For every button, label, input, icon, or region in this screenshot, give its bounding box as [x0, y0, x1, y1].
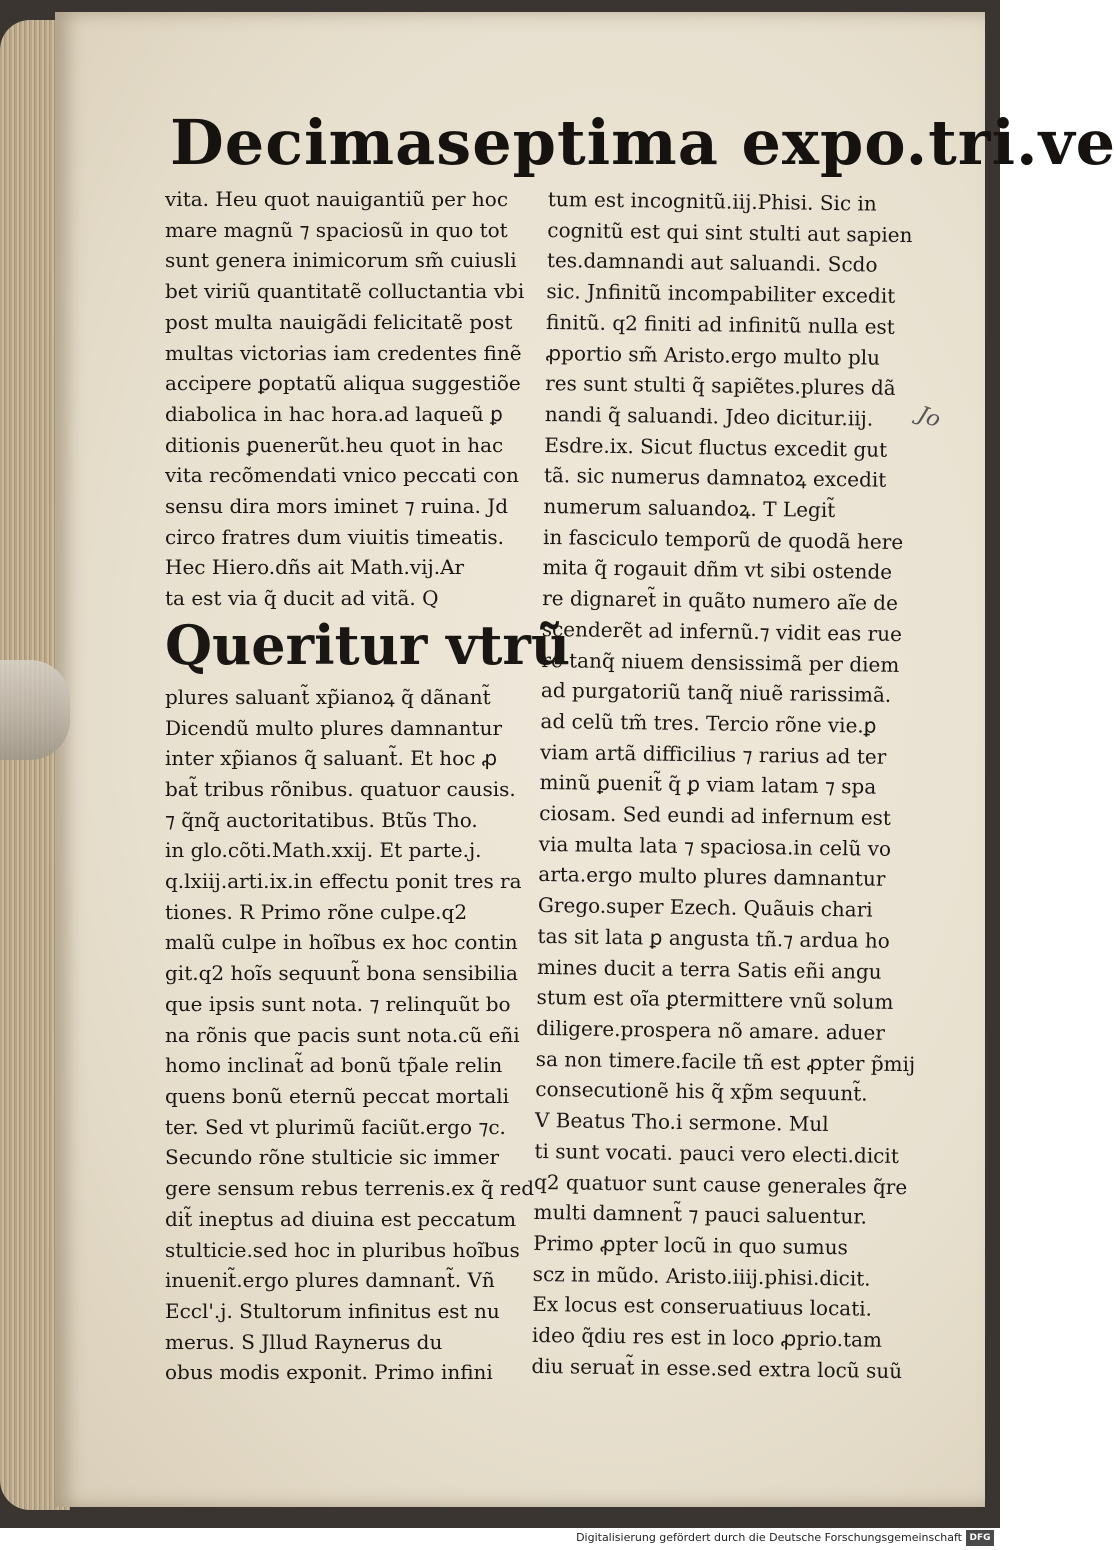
left-column-bottom-lines — [165, 682, 550, 1388]
text-line: que ipsis sunt nota. ⁊ relinquũt bo — [165, 991, 511, 1016]
text-line: ideo q̃diu res est in loco ꝓprio.tam — [531, 1322, 883, 1352]
text-line: Dicendũ multo plures damnantur — [165, 715, 503, 740]
text-line: sa non timere.facile tñ est ꝓpter p̃mij — [535, 1046, 916, 1076]
text-line: bet viriũ quantitatẽ colluctantia vbi — [165, 279, 525, 304]
text-line: vita recõmendati vnico peccati con — [165, 463, 519, 488]
text-line: ter. Sed vt plurimũ faciũt.ergo ⁊c. — [165, 1114, 506, 1139]
text-line: multi damnent̃ ⁊ pauci saluentur. — [533, 1200, 868, 1229]
text-line: post multa nauigãdi felicitatẽ post — [165, 309, 513, 334]
text-line: ti sunt vocati. pauci vero electi.dicit — [534, 1138, 900, 1168]
text-line: inuenit̃.ergo plures damnant̃. Vñ — [165, 1268, 495, 1293]
text-line: circo fratres dum viuitis timeatis. — [165, 524, 504, 549]
text-line: ad purgatoriũ tanq̃ niuẽ rarissimã. — [540, 678, 892, 708]
text-line: merus. S Jllud Raynerus du — [165, 1329, 443, 1354]
text-line: V Beatus Tho.i sermone. Mul — [534, 1108, 829, 1137]
text-line: cognitũ est qui sint stulti aut sapien — [547, 217, 913, 247]
page-heading: Decimaseptima expo.tri.ve — [170, 106, 1116, 179]
text-line: dit̃ ineptus ad diuina est peccatum — [165, 1206, 517, 1231]
left-column-top-lines — [165, 184, 550, 614]
text-line: stulticie.sed hoc in pluribus hoĩbus — [165, 1237, 520, 1262]
decorated-initial-heading: Queritur vtrũ — [165, 612, 571, 677]
text-line: gere sensum rebus terrenis.ex q̃ red — [165, 1176, 535, 1201]
text-line: ad celũ tm̃ tres. Tercio rõne vie.ꝑ — [540, 708, 877, 738]
right-column-lines — [531, 184, 948, 1387]
text-line: ciosam. Sed eundi ad infernum est — [539, 801, 892, 830]
text-line: viam artã difficilius ⁊ rarius ad ter — [539, 739, 887, 769]
text-line: Primo ꝓpter locũ in quo sumus — [533, 1230, 849, 1260]
text-line: scz in mũdo. Aristo.iiij.phisi.dicit. — [532, 1261, 871, 1291]
text-line: ta est via q̃ ducit ad vitã. Q — [165, 586, 439, 611]
text-line: git.q2 hoĩs sequunt̃ bona sensibilia — [165, 961, 518, 986]
text-line: sunt genera inimicorum sm̃ cuiusli — [165, 248, 517, 273]
text-line: plures saluant̃ xp̃ianoꝝ q̃ dãnant̃ — [165, 684, 491, 709]
text-line: mita q̃ rogauit dñm vt sibi ostende — [542, 555, 893, 585]
text-line: Eccl'.j. Stultorum infinitus est nu — [165, 1298, 500, 1323]
text-line: res sunt stulti q̃ sapiẽtes.plures dã — [545, 371, 896, 401]
text-line: consecutionẽ his q̃ xp̃m sequunt̃. — [535, 1077, 868, 1106]
text-line: numerum saluandoꝝ. T Legit̃ — [543, 494, 836, 523]
text-line: vita. Heu quot nauigantiũ per hoc — [165, 187, 509, 211]
text-line: Grego.super Ezech. Quãuis chari — [537, 893, 873, 922]
text-line: in fasciculo temporũ de quodã here — [542, 524, 904, 554]
text-line: sensu dira mors iminet ⁊ ruina. Jd — [165, 494, 509, 519]
text-line: in glo.cõti.Math.xxij. Et parte.j. — [165, 838, 482, 863]
text-line: via multa lata ⁊ spaciosa.in celũ vo — [538, 831, 892, 861]
book-clasp — [0, 660, 70, 760]
text-line: diabolica in hac hora.ad laqueũ ꝑ — [165, 401, 503, 426]
text-line: tum est incognitũ.iij.Phisi. Sic in — [547, 186, 877, 216]
text-line: nandi q̃ saluandi. Jdeo dicitur.iij. — [544, 401, 874, 431]
text-line: Secundo rõne stulticie sic immer — [165, 1145, 500, 1170]
text-line: homo inclinat̃ ad bonũ tp̃ale relin — [165, 1053, 503, 1078]
text-line: q2 quatuor sunt cause generales q̃re — [533, 1169, 908, 1199]
text-line: mare magnũ ⁊ spaciosũ in quo tot — [165, 217, 508, 242]
text-line: re dignaret̃ in quãto numero aĩe de — [542, 586, 899, 616]
text-line: tas sit lata ꝑ angusta tñ.⁊ ardua ho — [537, 923, 890, 953]
text-line: malũ culpe in hoĩbus ex hoc contin — [165, 930, 518, 955]
text-line: re tanq̃ niuem densissimã per diem — [541, 647, 900, 677]
text-line: ⁊ q̃nq̃ auctoritatibus. Btũs Tho. — [165, 807, 478, 832]
text-line: mines ducit a terra Satis eñi angu — [536, 954, 882, 984]
dfg-logo-icon: DFG — [966, 1530, 994, 1546]
text-line: accipere ꝑoptatũ aliqua suggestiõe — [165, 371, 521, 396]
text-line: scenderẽt ad infernũ.⁊ vidit eas rue — [541, 616, 903, 646]
text-line: finitũ. q2 finiti ad infinitũ nulla est — [545, 309, 895, 339]
text-line: diligere.prospera nõ amare. aduer — [536, 1015, 886, 1045]
text-line: Esdre.ix. Sicut fluctus excedit gut — [544, 432, 888, 462]
text-line: ꝓportio sm̃ Aristo.ergo multo plu — [545, 340, 881, 370]
text-line: arta.ergo multo plures damnantur — [538, 862, 886, 892]
text-line: ditionis ꝑuenerũt.heu quot in hac — [165, 432, 504, 457]
text-line: minũ ꝑuenit̃ q̃ ꝑ viam latam ⁊ spa — [539, 770, 877, 799]
text-line: quens bonũ eternũ peccat mortali — [165, 1083, 510, 1108]
text-line: tã. sic numerus damnatoꝝ excedit — [543, 463, 887, 493]
text-line: multas victorias iam credentes finẽ — [165, 340, 522, 365]
text-line: obus modis exponit. Primo infini — [165, 1360, 493, 1385]
left-column — [165, 184, 571, 1388]
text-line: Ex locus est conseruatiuus locati. — [532, 1292, 873, 1321]
text-line: inter xp̃ianos q̃ saluant̃. Et hoc ꝓ — [165, 746, 498, 771]
text-line: bat̃ tribus rõnibus. quatuor causis. — [165, 776, 516, 801]
text-line: q.lxiij.arti.ix.in effectu ponit tres ra — [165, 869, 522, 894]
text-line: Hec Hiero.dñs ait Math.vij.Ar — [165, 555, 465, 580]
text-line: tes.damnandi aut saluandi. Scdo — [546, 248, 878, 278]
right-column — [531, 184, 948, 1387]
funding-credit: Digitalisierung gefördert durch die Deutsche Forschungsgemeinschaft — [576, 1531, 962, 1544]
text-line: stum est oĩa ꝑtermittere vnũ solum — [536, 985, 894, 1015]
text-line: tiones. R Primo rõne culpe.q2 — [165, 899, 468, 924]
text-line: diu seruat̃ in esse.sed extra locũ suũ — [531, 1353, 903, 1383]
footer-bar — [0, 1528, 1000, 1550]
handwritten-margin-note: Jo — [914, 401, 944, 434]
text-line: na rõnis que pacis sunt nota.cũ eñi — [165, 1022, 520, 1047]
text-line: sic. Jnfinitũ incompabiliter excedit — [546, 279, 896, 308]
